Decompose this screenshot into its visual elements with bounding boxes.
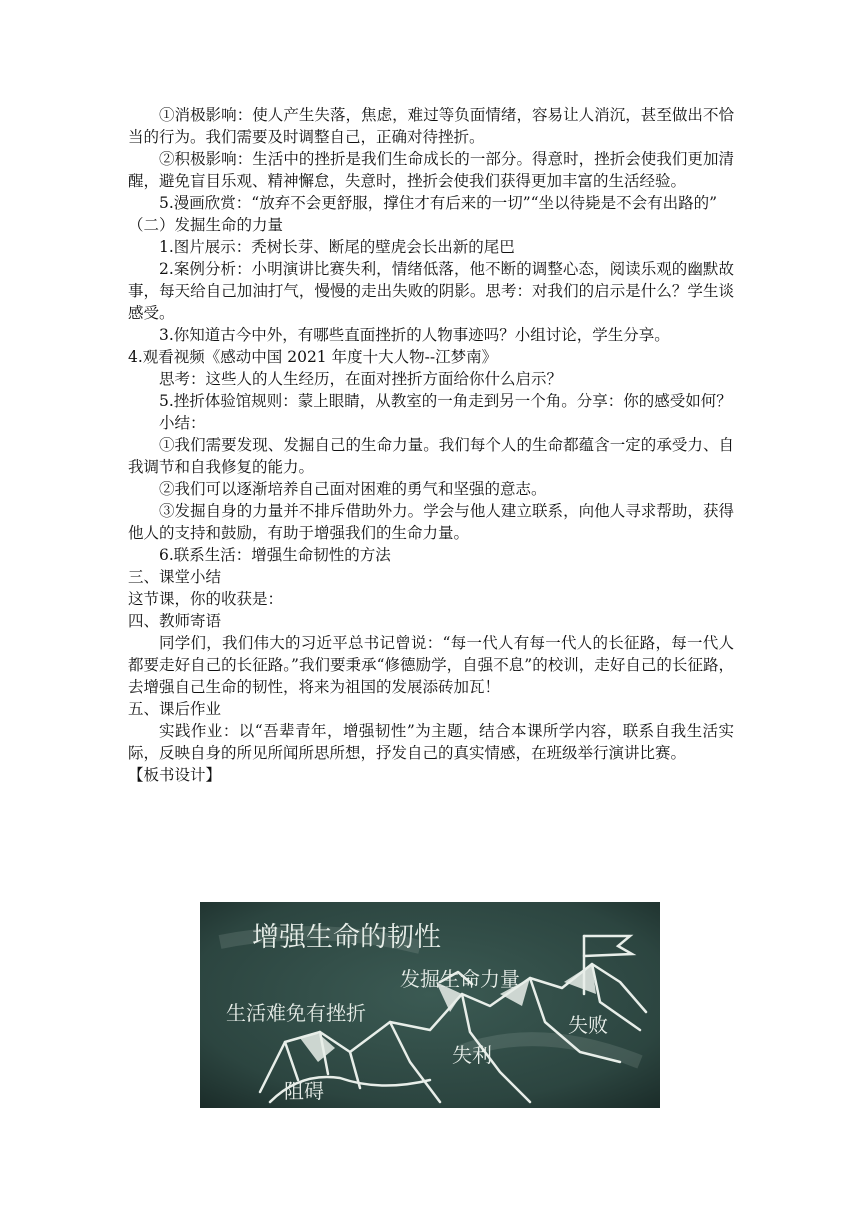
paragraph-homework: 实践作业：以“吾辈青年，增强韧性”为主题，结合本课所学内容，联系自我生活实际，反映自身的所见所闻所思所想，抒发自己的真实情感，在班级举行演讲比赛。: [128, 722, 734, 762]
paragraph-positive-impact: ②积极影响：生活中的挫折是我们生命成长的一部分。得意时，挫折会使我们更加清醒，避免盲目乐观、精神懈怠，失意时，挫折会使我们获得更加丰富的生活经验。: [128, 150, 734, 190]
board-word-failure: 失败: [568, 1013, 608, 1037]
paragraph-summary-label: 小结：: [159, 414, 206, 432]
board-line-life: 生活难免有挫折: [226, 1001, 366, 1025]
blackboard-drawing: [200, 902, 660, 1108]
paragraph-summary-point-2: ②我们可以逐渐培养自己面对困难的勇气和坚强的意志。: [159, 480, 547, 498]
section-heading-discover-power: （二）发掘生命的力量: [128, 216, 284, 234]
paragraph-frustration-experience: 5.挫折体验馆规则：蒙上眼睛，从教室的一角走到另一个角。分享：你的感受如何？: [159, 392, 732, 410]
paragraph-reflection-question: 思考：这些人的人生经历，在面对挫折方面给你什么启示？: [159, 370, 563, 388]
paragraph-watch-video: 4.观看视频《感动中国 2021 年度十大人物--江梦南》: [128, 348, 498, 366]
section-heading-teacher-message: 四、教师寄语: [128, 612, 222, 630]
board-line-power: 发掘生命力量: [400, 967, 520, 991]
paragraph-connect-life: 6.联系生活：增强生命韧性的方法: [159, 546, 391, 564]
paragraph-case-analysis: 2.案例分析：小明演讲比赛失利，情绪低落，他不断的调整心态，阅读乐观的幽默故事，每天给自己加油打气，慢慢的走出失败的阴影。思考：对我们的启示是什么？学生谈感受。: [128, 260, 734, 322]
paragraph-summary-point-3: ③发掘自身的力量并不排斥借助外力。学会与他人建立联系，向他人寻求帮助，获得他人的支持和鼓励，有助于增强我们的生命力量。: [128, 502, 734, 542]
board-word-setback: 失利: [452, 1043, 492, 1067]
paragraph-comic-appreciation: 5.漫画欣赏：“放弃不会更舒服，撑住才有后来的一切”“坐以待毙是不会有出路的”: [159, 194, 717, 212]
paragraph-historical-figures: 3.你知道古今中外，有哪些直面挫折的人物事迹吗？小组讨论，学生分享。: [159, 326, 670, 344]
section-heading-board-design: 【板书设计】: [128, 766, 222, 784]
section-heading-class-summary: 三、课堂小结: [128, 568, 222, 586]
board-title: 增强生命的韧性: [252, 922, 441, 953]
board-word-obstacle: 阻碍: [284, 1079, 324, 1103]
paragraph-summary-point-1: ①我们需要发现、发掘自己的生命力量。我们每个人的生命都蕴含一定的承受力、自我调节和自我修复的能力。: [128, 436, 734, 476]
paragraph-negative-impact: ①消极影响：使人产生失落，焦虑，难过等负面情绪，容易让人消沉，甚至做出不恰当的行为。我们需要及时调整自己，正确对待挫折。: [128, 106, 734, 146]
paragraph-gains-prompt: 这节课，你的收获是：: [128, 590, 284, 608]
paragraph-picture-display: 1.图片展示：秃树长芽、断尾的壁虎会长出新的尾巴: [159, 238, 515, 256]
section-heading-homework: 五、课后作业: [128, 700, 222, 718]
paragraph-teacher-message: 同学们，我们伟大的习近平总书记曾说：“每一代人有每一代人的长征路，每一代人都要走好自己的长征路。”我们要秉承“修德励学，自强不息”的校训，走好自己的长征路，去增强自己生命的韧性，将来为祖国的发展添砖加瓦！: [128, 634, 734, 696]
document-body: [128, 104, 734, 786]
blackboard-photo: [200, 902, 660, 1108]
